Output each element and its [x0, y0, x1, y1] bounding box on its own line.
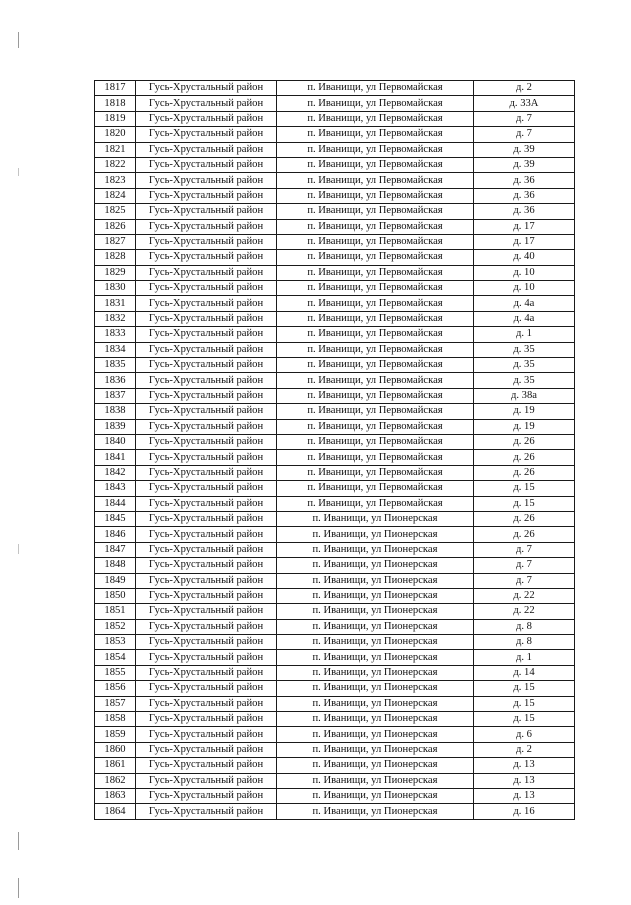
district-cell: Гусь-Хрустальный район — [136, 419, 277, 434]
row-number-cell: 1822 — [95, 157, 136, 172]
house-number-cell: д. 4а — [474, 296, 575, 311]
street-address-cell: п. Иванищи, ул Первомайская — [277, 358, 474, 373]
table-row — [95, 465, 575, 480]
margin-scan-mark — [18, 878, 19, 898]
table-row — [95, 188, 575, 203]
street-address-cell: п. Иванищи, ул Первомайская — [277, 111, 474, 126]
district-cell: Гусь-Хрустальный район — [136, 265, 277, 280]
street-address-cell: п. Иванищи, ул Пионерская — [277, 681, 474, 696]
district-cell: Гусь-Хрустальный район — [136, 204, 277, 219]
district-cell: Гусь-Хрустальный район — [136, 635, 277, 650]
district-cell: Гусь-Хрустальный район — [136, 758, 277, 773]
street-address-cell: п. Иванищи, ул Первомайская — [277, 296, 474, 311]
house-number-cell: д. 2 — [474, 742, 575, 757]
house-number-cell: д. 8 — [474, 619, 575, 634]
row-number-cell: 1861 — [95, 758, 136, 773]
house-number-cell: д. 15 — [474, 496, 575, 511]
row-number-cell: 1846 — [95, 527, 136, 542]
house-number-cell: д. 1 — [474, 327, 575, 342]
district-cell: Гусь-Хрустальный район — [136, 173, 277, 188]
row-number-cell: 1840 — [95, 434, 136, 449]
table-row — [95, 265, 575, 280]
house-number-cell: д. 15 — [474, 481, 575, 496]
street-address-cell: п. Иванищи, ул Первомайская — [277, 188, 474, 203]
house-number-cell: д. 7 — [474, 573, 575, 588]
district-cell: Гусь-Хрустальный район — [136, 465, 277, 480]
table-row — [95, 234, 575, 249]
table-row — [95, 358, 575, 373]
house-number-cell: д. 7 — [474, 542, 575, 557]
row-number-cell: 1843 — [95, 481, 136, 496]
district-cell: Гусь-Хрустальный район — [136, 773, 277, 788]
row-number-cell: 1836 — [95, 373, 136, 388]
row-number-cell: 1844 — [95, 496, 136, 511]
house-number-cell: д. 4а — [474, 311, 575, 326]
table-row — [95, 588, 575, 603]
district-cell: Гусь-Хрустальный район — [136, 558, 277, 573]
district-cell: Гусь-Хрустальный район — [136, 604, 277, 619]
district-cell: Гусь-Хрустальный район — [136, 327, 277, 342]
table-row — [95, 788, 575, 803]
row-number-cell: 1832 — [95, 311, 136, 326]
table-row — [95, 712, 575, 727]
row-number-cell: 1820 — [95, 127, 136, 142]
row-number-cell: 1821 — [95, 142, 136, 157]
house-number-cell: д. 40 — [474, 250, 575, 265]
house-number-cell: д. 19 — [474, 419, 575, 434]
street-address-cell: п. Иванищи, ул Пионерская — [277, 650, 474, 665]
table-row — [95, 496, 575, 511]
district-cell: Гусь-Хрустальный район — [136, 511, 277, 526]
district-cell: Гусь-Хрустальный район — [136, 188, 277, 203]
row-number-cell: 1817 — [95, 81, 136, 96]
street-address-cell: п. Иванищи, ул Первомайская — [277, 219, 474, 234]
street-address-cell: п. Иванищи, ул Пионерская — [277, 696, 474, 711]
registry-table-body — [95, 81, 575, 820]
street-address-cell: п. Иванищи, ул Первомайская — [277, 173, 474, 188]
house-number-cell: д. 10 — [474, 281, 575, 296]
street-address-cell: п. Иванищи, ул Пионерская — [277, 665, 474, 680]
district-cell: Гусь-Хрустальный район — [136, 281, 277, 296]
house-number-cell: д. 16 — [474, 804, 575, 819]
table-row — [95, 404, 575, 419]
table-row — [95, 696, 575, 711]
street-address-cell: п. Иванищи, ул Первомайская — [277, 250, 474, 265]
street-address-cell: п. Иванищи, ул Пионерская — [277, 511, 474, 526]
house-number-cell: д. 13 — [474, 758, 575, 773]
district-cell: Гусь-Хрустальный район — [136, 742, 277, 757]
house-number-cell: д. 36 — [474, 188, 575, 203]
row-number-cell: 1827 — [95, 234, 136, 249]
table-row — [95, 311, 575, 326]
house-number-cell: д. 39 — [474, 142, 575, 157]
street-address-cell: п. Иванищи, ул Первомайская — [277, 496, 474, 511]
street-address-cell: п. Иванищи, ул Первомайская — [277, 204, 474, 219]
street-address-cell: п. Иванищи, ул Первомайская — [277, 96, 474, 111]
street-address-cell: п. Иванищи, ул Пионерская — [277, 712, 474, 727]
row-number-cell: 1862 — [95, 773, 136, 788]
street-address-cell: п. Иванищи, ул Первомайская — [277, 419, 474, 434]
district-cell: Гусь-Хрустальный район — [136, 111, 277, 126]
house-number-cell: д. 13 — [474, 773, 575, 788]
row-number-cell: 1842 — [95, 465, 136, 480]
table-row — [95, 373, 575, 388]
house-number-cell: д. 38а — [474, 388, 575, 403]
row-number-cell: 1847 — [95, 542, 136, 557]
street-address-cell: п. Иванищи, ул Первомайская — [277, 157, 474, 172]
house-number-cell: д. 2 — [474, 81, 575, 96]
street-address-cell: п. Иванищи, ул Пионерская — [277, 804, 474, 819]
row-number-cell: 1857 — [95, 696, 136, 711]
row-number-cell: 1863 — [95, 788, 136, 803]
district-cell: Гусь-Хрустальный район — [136, 665, 277, 680]
row-number-cell: 1838 — [95, 404, 136, 419]
table-row — [95, 142, 575, 157]
street-address-cell: п. Иванищи, ул Первомайская — [277, 342, 474, 357]
table-row — [95, 511, 575, 526]
district-cell: Гусь-Хрустальный район — [136, 712, 277, 727]
house-number-cell: д. 35 — [474, 358, 575, 373]
house-number-cell: д. 26 — [474, 465, 575, 480]
table-row — [95, 450, 575, 465]
margin-scan-mark — [18, 32, 19, 48]
house-number-cell: д. 26 — [474, 511, 575, 526]
row-number-cell: 1854 — [95, 650, 136, 665]
district-cell: Гусь-Хрустальный район — [136, 588, 277, 603]
table-row — [95, 327, 575, 342]
table-row — [95, 281, 575, 296]
street-address-cell: п. Иванищи, ул Пионерская — [277, 588, 474, 603]
row-number-cell: 1823 — [95, 173, 136, 188]
row-number-cell: 1825 — [95, 204, 136, 219]
district-cell: Гусь-Хрустальный район — [136, 142, 277, 157]
margin-scan-mark — [18, 168, 19, 176]
row-number-cell: 1849 — [95, 573, 136, 588]
row-number-cell: 1839 — [95, 419, 136, 434]
house-number-cell: д. 26 — [474, 450, 575, 465]
table-row — [95, 342, 575, 357]
table-row — [95, 111, 575, 126]
district-cell: Гусь-Хрустальный район — [136, 788, 277, 803]
row-number-cell: 1837 — [95, 388, 136, 403]
street-address-cell: п. Иванищи, ул Пионерская — [277, 619, 474, 634]
street-address-cell: п. Иванищи, ул Пионерская — [277, 742, 474, 757]
street-address-cell: п. Иванищи, ул Первомайская — [277, 311, 474, 326]
table-row — [95, 635, 575, 650]
street-address-cell: п. Иванищи, ул Первомайская — [277, 434, 474, 449]
house-number-cell: д. 22 — [474, 588, 575, 603]
house-number-cell: д. 15 — [474, 681, 575, 696]
house-number-cell: д. 17 — [474, 234, 575, 249]
row-number-cell: 1835 — [95, 358, 136, 373]
street-address-cell: п. Иванищи, ул Первомайская — [277, 327, 474, 342]
street-address-cell: п. Иванищи, ул Пионерская — [277, 527, 474, 542]
district-cell: Гусь-Хрустальный район — [136, 127, 277, 142]
street-address-cell: п. Иванищи, ул Первомайская — [277, 127, 474, 142]
house-number-cell: д. 15 — [474, 712, 575, 727]
street-address-cell: п. Иванищи, ул Первомайская — [277, 388, 474, 403]
table-row — [95, 173, 575, 188]
table-row — [95, 604, 575, 619]
district-cell: Гусь-Хрустальный район — [136, 727, 277, 742]
street-address-cell: п. Иванищи, ул Первомайская — [277, 404, 474, 419]
row-number-cell: 1851 — [95, 604, 136, 619]
row-number-cell: 1830 — [95, 281, 136, 296]
district-cell: Гусь-Хрустальный район — [136, 358, 277, 373]
table-row — [95, 388, 575, 403]
row-number-cell: 1850 — [95, 588, 136, 603]
street-address-cell: п. Иванищи, ул Первомайская — [277, 481, 474, 496]
street-address-cell: п. Иванищи, ул Первомайская — [277, 373, 474, 388]
table-row — [95, 434, 575, 449]
table-row — [95, 742, 575, 757]
district-cell: Гусь-Хрустальный район — [136, 157, 277, 172]
margin-scan-mark — [18, 832, 19, 850]
district-cell: Гусь-Хрустальный район — [136, 496, 277, 511]
house-number-cell: д. 35 — [474, 342, 575, 357]
house-number-cell: д. 7 — [474, 558, 575, 573]
house-number-cell: д. 7 — [474, 127, 575, 142]
row-number-cell: 1856 — [95, 681, 136, 696]
table-row — [95, 804, 575, 819]
row-number-cell: 1829 — [95, 265, 136, 280]
house-number-cell: д. 7 — [474, 111, 575, 126]
house-number-cell: д. 6 — [474, 727, 575, 742]
district-cell: Гусь-Хрустальный район — [136, 234, 277, 249]
row-number-cell: 1828 — [95, 250, 136, 265]
table-row — [95, 727, 575, 742]
district-cell: Гусь-Хрустальный район — [136, 434, 277, 449]
street-address-cell: п. Иванищи, ул Первомайская — [277, 465, 474, 480]
house-number-cell: д. 19 — [474, 404, 575, 419]
district-cell: Гусь-Хрустальный район — [136, 542, 277, 557]
table-row — [95, 650, 575, 665]
district-cell: Гусь-Хрустальный район — [136, 573, 277, 588]
street-address-cell: п. Иванищи, ул Первомайская — [277, 450, 474, 465]
district-cell: Гусь-Хрустальный район — [136, 527, 277, 542]
district-cell: Гусь-Хрустальный район — [136, 311, 277, 326]
district-cell: Гусь-Хрустальный район — [136, 373, 277, 388]
table-row — [95, 419, 575, 434]
street-address-cell: п. Иванищи, ул Пионерская — [277, 542, 474, 557]
district-cell: Гусь-Хрустальный район — [136, 681, 277, 696]
row-number-cell: 1833 — [95, 327, 136, 342]
district-cell: Гусь-Хрустальный район — [136, 96, 277, 111]
row-number-cell: 1824 — [95, 188, 136, 203]
row-number-cell: 1855 — [95, 665, 136, 680]
house-number-cell: д. 26 — [474, 527, 575, 542]
street-address-cell: п. Иванищи, ул Пионерская — [277, 727, 474, 742]
street-address-cell: п. Иванищи, ул Первомайская — [277, 81, 474, 96]
street-address-cell: п. Иванищи, ул Первомайская — [277, 234, 474, 249]
margin-scan-mark — [18, 544, 19, 554]
row-number-cell: 1858 — [95, 712, 136, 727]
table-row — [95, 527, 575, 542]
district-cell: Гусь-Хрустальный район — [136, 650, 277, 665]
table-row — [95, 481, 575, 496]
district-cell: Гусь-Хрустальный район — [136, 481, 277, 496]
house-number-cell: д. 26 — [474, 434, 575, 449]
table-row — [95, 619, 575, 634]
row-number-cell: 1845 — [95, 511, 136, 526]
row-number-cell: 1853 — [95, 635, 136, 650]
house-number-cell: д. 33А — [474, 96, 575, 111]
district-cell: Гусь-Хрустальный район — [136, 804, 277, 819]
district-cell: Гусь-Хрустальный район — [136, 388, 277, 403]
row-number-cell: 1831 — [95, 296, 136, 311]
house-number-cell: д. 8 — [474, 635, 575, 650]
street-address-cell: п. Иванищи, ул Пионерская — [277, 788, 474, 803]
street-address-cell: п. Иванищи, ул Пионерская — [277, 758, 474, 773]
house-number-cell: д. 17 — [474, 219, 575, 234]
row-number-cell: 1818 — [95, 96, 136, 111]
table-row — [95, 665, 575, 680]
row-number-cell: 1819 — [95, 111, 136, 126]
street-address-cell: п. Иванищи, ул Первомайская — [277, 265, 474, 280]
district-cell: Гусь-Хрустальный район — [136, 219, 277, 234]
row-number-cell: 1834 — [95, 342, 136, 357]
district-cell: Гусь-Хрустальный район — [136, 619, 277, 634]
row-number-cell: 1841 — [95, 450, 136, 465]
house-number-cell: д. 1 — [474, 650, 575, 665]
table-row — [95, 204, 575, 219]
table-row — [95, 81, 575, 96]
street-address-cell: п. Иванищи, ул Пионерская — [277, 635, 474, 650]
district-cell: Гусь-Хрустальный район — [136, 450, 277, 465]
house-number-cell: д. 22 — [474, 604, 575, 619]
table-row — [95, 250, 575, 265]
table-row — [95, 296, 575, 311]
row-number-cell: 1852 — [95, 619, 136, 634]
table-row — [95, 127, 575, 142]
table-row — [95, 758, 575, 773]
house-number-cell: д. 35 — [474, 373, 575, 388]
district-cell: Гусь-Хрустальный район — [136, 250, 277, 265]
house-number-cell: д. 10 — [474, 265, 575, 280]
address-registry-table — [94, 80, 575, 820]
table-row — [95, 96, 575, 111]
table-row — [95, 573, 575, 588]
district-cell: Гусь-Хрустальный район — [136, 404, 277, 419]
district-cell: Гусь-Хрустальный район — [136, 342, 277, 357]
table-row — [95, 542, 575, 557]
house-number-cell: д. 36 — [474, 204, 575, 219]
row-number-cell: 1859 — [95, 727, 136, 742]
row-number-cell: 1848 — [95, 558, 136, 573]
house-number-cell: д. 39 — [474, 157, 575, 172]
row-number-cell: 1826 — [95, 219, 136, 234]
table-row — [95, 558, 575, 573]
street-address-cell: п. Иванищи, ул Первомайская — [277, 142, 474, 157]
row-number-cell: 1860 — [95, 742, 136, 757]
house-number-cell: д. 13 — [474, 788, 575, 803]
row-number-cell: 1864 — [95, 804, 136, 819]
house-number-cell: д. 14 — [474, 665, 575, 680]
street-address-cell: п. Иванищи, ул Пионерская — [277, 558, 474, 573]
house-number-cell: д. 15 — [474, 696, 575, 711]
house-number-cell: д. 36 — [474, 173, 575, 188]
district-cell: Гусь-Хрустальный район — [136, 296, 277, 311]
district-cell: Гусь-Хрустальный район — [136, 81, 277, 96]
table-row — [95, 219, 575, 234]
table-row — [95, 157, 575, 172]
district-cell: Гусь-Хрустальный район — [136, 696, 277, 711]
table-row — [95, 681, 575, 696]
street-address-cell: п. Иванищи, ул Пионерская — [277, 604, 474, 619]
street-address-cell: п. Иванищи, ул Первомайская — [277, 281, 474, 296]
table-row — [95, 773, 575, 788]
street-address-cell: п. Иванищи, ул Пионерская — [277, 573, 474, 588]
street-address-cell: п. Иванищи, ул Пионерская — [277, 773, 474, 788]
